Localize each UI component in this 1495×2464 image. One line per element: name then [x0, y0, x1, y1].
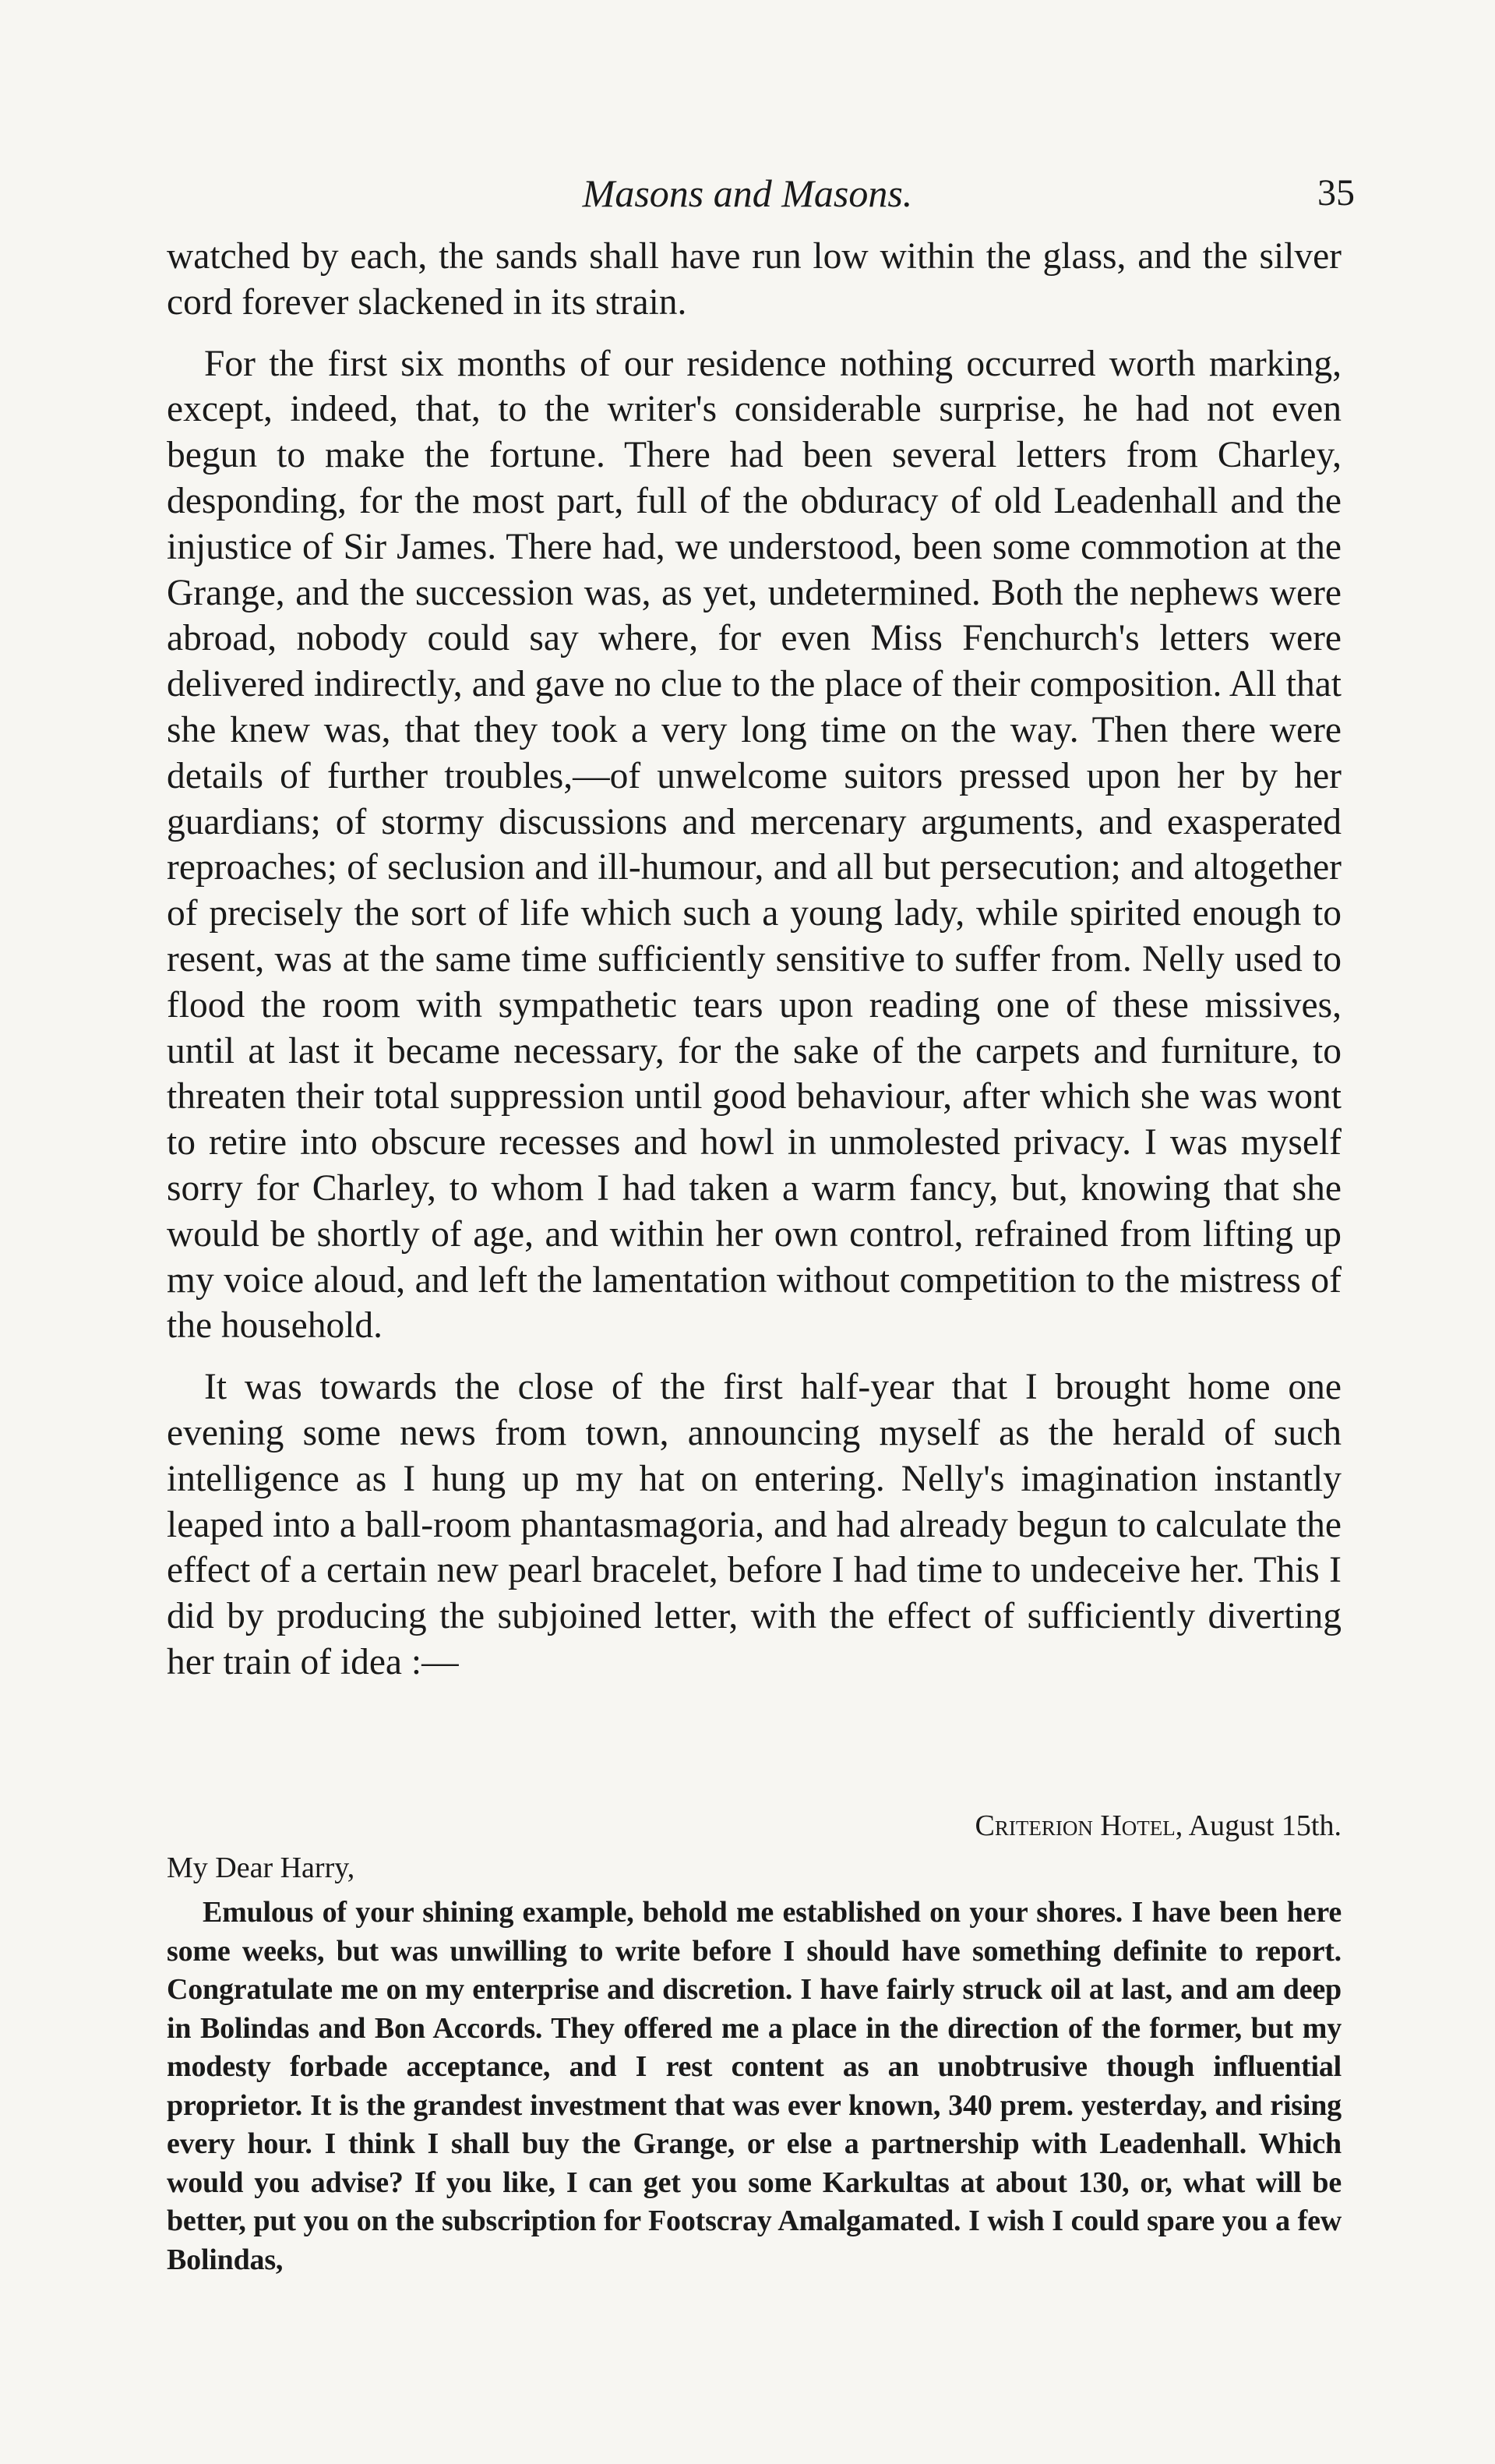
letter-body: Emulous of your shining example, behold me established on your shores. I have been here some weeks, but was unwilling to write before I should have something definite to report. Congratulate me on my enterprise and discretion. I have fairly struck oil at last, and am deep in Bolindas and Bon Accords. They offered me a place in the direction of the former, but my modesty forbade acceptance, and I rest content as an unobtrusive though influential proprietor. It is the grandest investment that was ever known, 340 prem. yesterday, and rising every hour. I think I shall buy the Grange, or else a partnership with Leadenhall. Which would you advise? If you like, I can get you some Karkultas at about 130, or, what will be better, put you on the subscription for Footscray Amalgamated. I wish I could spare you a few Bolindas,	[167, 1896, 1342, 2276]
letter-dateline	[167, 1806, 1342, 1845]
letter	[167, 1806, 1342, 2279]
body-text	[167, 234, 1342, 1701]
running-title: Masons and Masons.	[582, 171, 913, 215]
page-number: 35	[1317, 172, 1355, 214]
paragraph: For the first six months of our residence nothing occurred worth marking, except, indeed, that, to the writer's considerable surprise, he had not even begun to make the fortune. There had been several letters from Charley, desponding, for the most part, full of the obduracy of old Leadenhall and the injustice of Sir James. There had, we understood, been some commotion at the Grange, and the succession was, as yet, undetermined. Both the nephews were abroad, nobody could say where, for even Miss Fenchurch's letters were delivered indirectly, and gave no clue to the place of their composition. All that she knew was, that they took a very long time on the way. Then there were details of further troubles,—of unwelcome suitors pressed upon her by her guardians; of stormy discussions and mercenary arguments, and exasperated reproaches; of seclusion and ill-humour, and all but persecution; and altogether of precisely the sort of life which such a young lady, while spirited enough to resent, was at the same time sufficiently sensitive to suffer from. Nelly used to flood the room with sympathetic tears upon reading one of these missives, until at last it became necessary, for the sake of the carpets and furniture, to threaten their total suppression until good behaviour, after which she was wont to retire into obscure recesses and howl in unmolested privacy. I was myself sorry for Charley, to whom I had taken a warm fancy, but, knowing that she would be shortly of age, and within her own control, refrained from lifting up my voice aloud, and left the lamentation without competition to the mistress of the household.	[167, 343, 1342, 1347]
running-header	[0, 170, 1495, 217]
letter-dateline-place: Criterion Hotel,	[975, 1809, 1183, 1842]
paragraph: It was towards the close of the first half-year that I brought home one evening some news from town, announcing myself as the herald of such intelligence as I hung up my hat on entering. Nelly's imagination instantly leaped into a ball-room phantasmagoria, and had already begun to calculate the effect of a certain new pearl bracelet, before I had time to undeceive her. This I did by producing the subjoined letter, with the effect of sufficiently diverting her train of idea :—	[167, 1367, 1342, 1682]
paragraph-continued: watched by each, the sands shall have run low within the glass, and the silver cord forever slackened in its strain.	[167, 236, 1342, 323]
letter-dateline-date: August 15th.	[1188, 1809, 1342, 1842]
letter-salutation: My Dear Harry,	[167, 1852, 355, 1884]
